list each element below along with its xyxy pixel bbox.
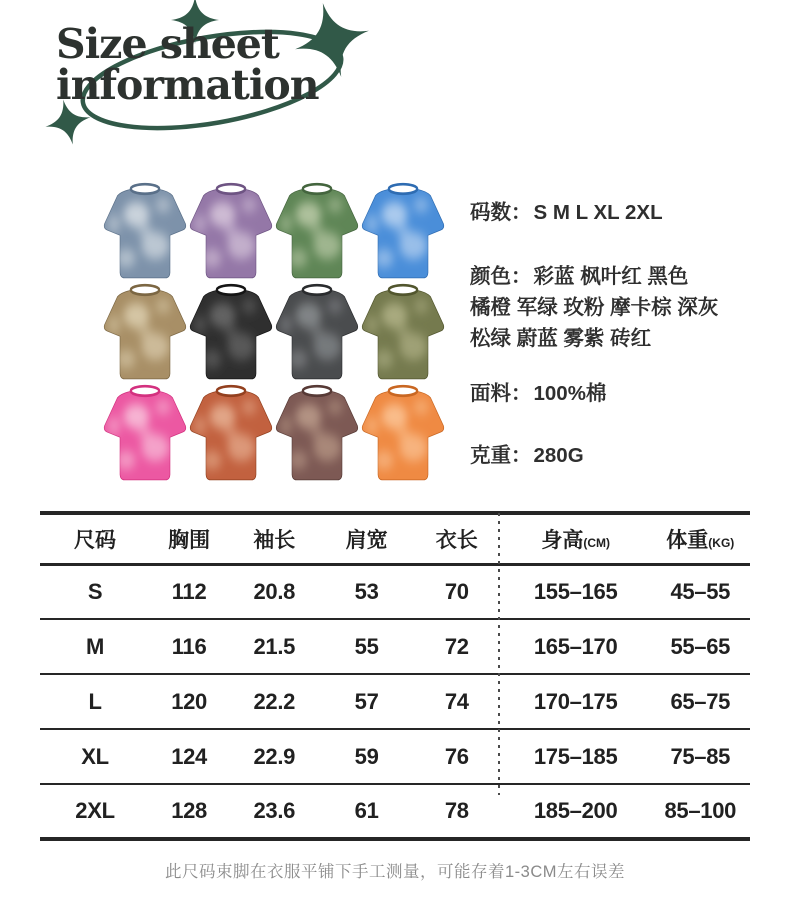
tshirt-collar — [217, 285, 245, 295]
table-cell: 155–165 — [533, 578, 618, 604]
table-cell: 170–175 — [533, 688, 618, 714]
tshirt-azure-blue — [360, 177, 446, 281]
table-cell: 165–170 — [533, 633, 618, 659]
tshirt-slate-blue — [102, 177, 188, 281]
tshirt-dark-gray — [274, 278, 360, 382]
table-cell: 128 — [171, 798, 207, 823]
table-row — [40, 564, 750, 619]
info-sizes — [470, 201, 785, 225]
tshirt-collar — [389, 386, 417, 396]
info-colors-line2: 橘橙 军绿 玫粉 摩卡棕 深灰 — [470, 296, 719, 319]
info-colors-line1: 彩蓝 枫叶红 黑色 — [533, 265, 689, 288]
table-cell: 22.9 — [253, 743, 296, 769]
size-table-section — [40, 511, 750, 841]
table-cell: 23.6 — [253, 798, 296, 823]
table-cell: 61 — [354, 798, 379, 823]
size-table-header-row — [40, 513, 750, 564]
tshirt-mist-purple — [188, 177, 274, 281]
info-colors-line3: 松绿 蔚蓝 雾紫 砖红 — [470, 327, 652, 350]
measurement-note: 此尺码束脚在衣服平铺下手工测量，可能存着1-3CM左右误差 — [164, 863, 625, 881]
table-cell: 57 — [354, 688, 379, 714]
table-cell: 185–200 — [533, 798, 618, 823]
table-cell: 75–85 — [670, 743, 731, 769]
tshirt-army-green — [360, 278, 446, 382]
table-cell: 76 — [444, 743, 469, 769]
product-info-panel — [470, 201, 785, 468]
header-sleeve: 袖长 — [253, 528, 296, 552]
size-table — [40, 511, 750, 841]
tshirt-mocha-khaki — [102, 278, 188, 382]
table-cell: 22.2 — [253, 688, 296, 714]
tshirt-black — [188, 278, 274, 382]
size-table-body — [40, 564, 750, 839]
page-title — [56, 20, 319, 109]
table-cell: 74 — [444, 688, 469, 714]
table-cell: 21.5 — [253, 633, 296, 659]
info-colors — [470, 261, 785, 354]
table-row — [40, 784, 750, 839]
table-cell: 55 — [354, 633, 379, 659]
header-weight: 体重(KG) — [666, 528, 735, 552]
table-cell: M — [86, 633, 105, 659]
tshirt-collar — [217, 386, 245, 396]
header-height: 身高(CM) — [541, 528, 610, 552]
tshirt-collar — [303, 184, 331, 194]
table-cell: 112 — [171, 578, 207, 604]
table-cell: 59 — [354, 743, 379, 769]
page-title-line2: information — [56, 61, 319, 109]
table-cell: 55–65 — [670, 633, 731, 659]
table-cell: 2XL — [75, 798, 115, 823]
table-row — [40, 674, 750, 729]
tshirt-rose-pink — [102, 379, 188, 483]
table-cell: 85–100 — [664, 798, 737, 823]
table-cell: 65–75 — [670, 688, 731, 714]
table-cell: 53 — [354, 578, 379, 604]
table-cell: 45–55 — [670, 578, 731, 604]
tshirt-collar — [303, 285, 331, 295]
info-fabric — [470, 382, 785, 406]
tshirt-collar — [389, 184, 417, 194]
header-shoulder: 肩宽 — [345, 528, 388, 552]
table-cell: 120 — [171, 688, 207, 714]
info-fabric-label: 面料： — [470, 382, 532, 405]
tshirt-brick-red — [188, 379, 274, 483]
table-cell: 78 — [444, 798, 469, 823]
info-weight-value: 280G — [533, 444, 584, 467]
table-row — [40, 729, 750, 784]
tshirt-collar — [131, 285, 159, 295]
header-length: 衣长 — [435, 528, 478, 552]
table-row — [40, 619, 750, 674]
page-title-line1: Size sheet — [56, 20, 279, 68]
table-cell: 70 — [444, 578, 469, 604]
column-divider-dashed-line — [498, 513, 500, 795]
header-chest: 胸围 — [168, 528, 211, 552]
table-cell: XL — [81, 743, 109, 769]
tshirt-collar — [131, 184, 159, 194]
table-cell: L — [88, 688, 102, 714]
tshirt-grid — [102, 177, 450, 482]
info-sizes-value: S M L XL 2XL — [533, 201, 663, 224]
header-height-unit: (CM) — [583, 535, 610, 550]
info-weight — [470, 444, 785, 468]
header-weight-unit: (KG) — [708, 535, 735, 550]
tshirt-pine-green — [274, 177, 360, 281]
info-colors-label: 颜色： — [470, 265, 532, 288]
tshirt-collar — [131, 386, 159, 396]
info-fabric-value: 100%棉 — [533, 382, 607, 405]
table-cell: 20.8 — [253, 578, 296, 604]
tshirt-collar — [217, 184, 245, 194]
info-sizes-label: 码数： — [470, 201, 532, 224]
table-cell: 116 — [171, 633, 207, 659]
tshirt-orange — [360, 379, 446, 483]
header-size: 尺码 — [74, 528, 117, 552]
table-cell: 124 — [171, 743, 207, 769]
tshirt-collar — [389, 285, 417, 295]
table-cell: 72 — [444, 633, 469, 659]
table-cell: S — [87, 578, 103, 604]
info-weight-label: 克重： — [470, 444, 532, 467]
tshirt-maple-brown — [274, 379, 360, 483]
tshirt-collar — [303, 386, 331, 396]
table-cell: 175–185 — [533, 743, 618, 769]
